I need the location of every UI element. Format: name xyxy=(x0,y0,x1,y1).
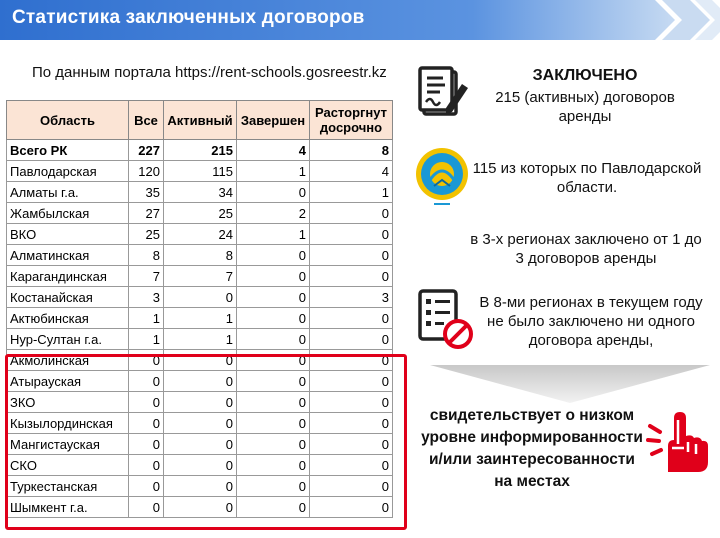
column-header-completed: Завершен xyxy=(237,101,310,140)
column-header-terminated: Расторгнут досрочно xyxy=(310,101,393,140)
column-header-active: Активный xyxy=(164,101,237,140)
cell-completed: 0 xyxy=(237,329,310,350)
table-row xyxy=(7,245,393,266)
column-header-region: Область xyxy=(7,101,129,140)
cell-active: 24 xyxy=(164,224,237,245)
cell-completed: 0 xyxy=(237,182,310,203)
cell-active: 25 xyxy=(164,203,237,224)
cell-region: Алматинская xyxy=(7,245,129,266)
table-row xyxy=(7,455,393,476)
cell-region: Карагандинская xyxy=(7,266,129,287)
cell-all: 227 xyxy=(129,140,164,161)
cell-terminated: 0 xyxy=(310,308,393,329)
cell-completed: 0 xyxy=(237,287,310,308)
table-row xyxy=(7,182,393,203)
table-row xyxy=(7,392,393,413)
table-row xyxy=(7,497,393,518)
column-header-all: Все xyxy=(129,101,164,140)
cell-completed: 0 xyxy=(237,266,310,287)
table-row xyxy=(7,371,393,392)
cell-region: Кызылординская xyxy=(7,413,129,434)
cell-completed: 0 xyxy=(237,371,310,392)
table-row xyxy=(7,413,393,434)
cell-terminated: 0 xyxy=(310,245,393,266)
cell-active: 8 xyxy=(164,245,237,266)
cell-region: Нур-Султан г.а. xyxy=(7,329,129,350)
cell-completed: 2 xyxy=(237,203,310,224)
cell-active: 0 xyxy=(164,476,237,497)
conclusion-text: свидетельствует о низком уровне информированности и/или заинтересованности на местах xyxy=(421,407,643,490)
cell-completed: 0 xyxy=(237,497,310,518)
table-row xyxy=(7,476,393,497)
cell-completed: 4 xyxy=(237,140,310,161)
table-header-row xyxy=(7,101,393,140)
checklist-forbidden-icon xyxy=(416,287,476,351)
cell-completed: 0 xyxy=(237,413,310,434)
cell-active: 1 xyxy=(164,329,237,350)
cell-terminated: 0 xyxy=(310,224,393,245)
cell-terminated: 0 xyxy=(310,455,393,476)
cell-completed: 1 xyxy=(237,161,310,182)
page-title: Статистика заключенных договоров xyxy=(12,7,365,28)
cell-all: 0 xyxy=(129,371,164,392)
cell-all: 27 xyxy=(129,203,164,224)
cell-terminated: 0 xyxy=(310,266,393,287)
cell-terminated: 4 xyxy=(310,161,393,182)
cell-terminated: 3 xyxy=(310,287,393,308)
cell-all: 7 xyxy=(129,266,164,287)
cell-completed: 0 xyxy=(237,455,310,476)
cell-all: 3 xyxy=(129,287,164,308)
cell-terminated: 0 xyxy=(310,329,393,350)
no-contracts-text: В 8-ми регионах в текущем году не было заключено ни одного договора аренды, xyxy=(479,294,703,349)
table-row xyxy=(7,287,393,308)
cell-terminated: 8 xyxy=(310,140,393,161)
cell-all: 0 xyxy=(129,434,164,455)
cell-terminated: 0 xyxy=(310,434,393,455)
table-body xyxy=(7,140,393,518)
table-row xyxy=(7,434,393,455)
cell-all: 120 xyxy=(129,161,164,182)
cell-completed: 0 xyxy=(237,476,310,497)
cell-all: 0 xyxy=(129,350,164,371)
cell-completed: 0 xyxy=(237,434,310,455)
cell-active: 0 xyxy=(164,350,237,371)
cell-terminated: 0 xyxy=(310,413,393,434)
cell-all: 35 xyxy=(129,182,164,203)
cell-completed: 1 xyxy=(237,224,310,245)
cell-active: 0 xyxy=(164,392,237,413)
cell-active: 0 xyxy=(164,497,237,518)
regions-text: в 3-х регионах заключено от 1 до 3 договоров аренды xyxy=(470,231,702,267)
document-signature-icon xyxy=(418,66,470,122)
table-row xyxy=(7,329,393,350)
cell-active: 0 xyxy=(164,371,237,392)
cell-active: 0 xyxy=(164,287,237,308)
cell-all: 0 xyxy=(129,455,164,476)
cell-terminated: 0 xyxy=(310,350,393,371)
cell-all: 1 xyxy=(129,308,164,329)
cell-terminated: 0 xyxy=(310,392,393,413)
table-total-row xyxy=(7,140,393,161)
table-row xyxy=(7,203,393,224)
pointing-hand-icon xyxy=(644,404,712,476)
cell-active: 0 xyxy=(164,455,237,476)
table-row xyxy=(7,224,393,245)
cell-all: 8 xyxy=(129,245,164,266)
cell-terminated: 0 xyxy=(310,203,393,224)
cell-all: 0 xyxy=(129,476,164,497)
cell-region: Акмолинская xyxy=(7,350,129,371)
concluded-title: ЗАКЛЮЧЕНО xyxy=(532,67,638,84)
cell-all: 0 xyxy=(129,413,164,434)
cell-completed: 0 xyxy=(237,308,310,329)
contracts-table xyxy=(6,100,393,518)
cell-region: Алматы г.а. xyxy=(7,182,129,203)
cell-completed: 0 xyxy=(237,350,310,371)
table-row xyxy=(7,308,393,329)
table-row xyxy=(7,266,393,287)
cell-region: СКО xyxy=(7,455,129,476)
cell-all: 0 xyxy=(129,392,164,413)
table-row xyxy=(7,350,393,371)
cell-all: 25 xyxy=(129,224,164,245)
cell-all: 1 xyxy=(129,329,164,350)
cell-active: 215 xyxy=(164,140,237,161)
cell-region: ЗКО xyxy=(7,392,129,413)
cell-region: Мангистауская xyxy=(7,434,129,455)
cell-active: 0 xyxy=(164,434,237,455)
cell-terminated: 1 xyxy=(310,182,393,203)
cell-region: Актюбинская xyxy=(7,308,129,329)
cell-region: Жамбылская xyxy=(7,203,129,224)
cell-region: Всего РК xyxy=(7,140,129,161)
cell-completed: 0 xyxy=(237,245,310,266)
cell-region: Туркестанская xyxy=(7,476,129,497)
source-text: По данным портала https://rent-schools.gosreestr.kz xyxy=(32,64,387,81)
cell-terminated: 0 xyxy=(310,497,393,518)
cell-terminated: 0 xyxy=(310,371,393,392)
cell-active: 0 xyxy=(164,413,237,434)
cell-region: ВКО xyxy=(7,224,129,245)
table-row xyxy=(7,161,393,182)
cell-region: Шымкент г.а. xyxy=(7,497,129,518)
cell-completed: 0 xyxy=(237,392,310,413)
concluded-text: 215 (активных) договоров аренды xyxy=(495,89,675,125)
pavlodar-text: 115 из которых по Павлодарской области. xyxy=(472,160,702,196)
cell-all: 0 xyxy=(129,497,164,518)
pavlodar-emblem-icon xyxy=(412,146,472,208)
cell-region: Павлодарская xyxy=(7,161,129,182)
cell-region: Костанайская xyxy=(7,287,129,308)
cell-active: 7 xyxy=(164,266,237,287)
cell-region: Атырауская xyxy=(7,371,129,392)
header-banner xyxy=(0,0,720,40)
cell-active: 1 xyxy=(164,308,237,329)
cell-active: 115 xyxy=(164,161,237,182)
down-chevron-icon xyxy=(430,365,710,403)
cell-active: 34 xyxy=(164,182,237,203)
cell-terminated: 0 xyxy=(310,476,393,497)
